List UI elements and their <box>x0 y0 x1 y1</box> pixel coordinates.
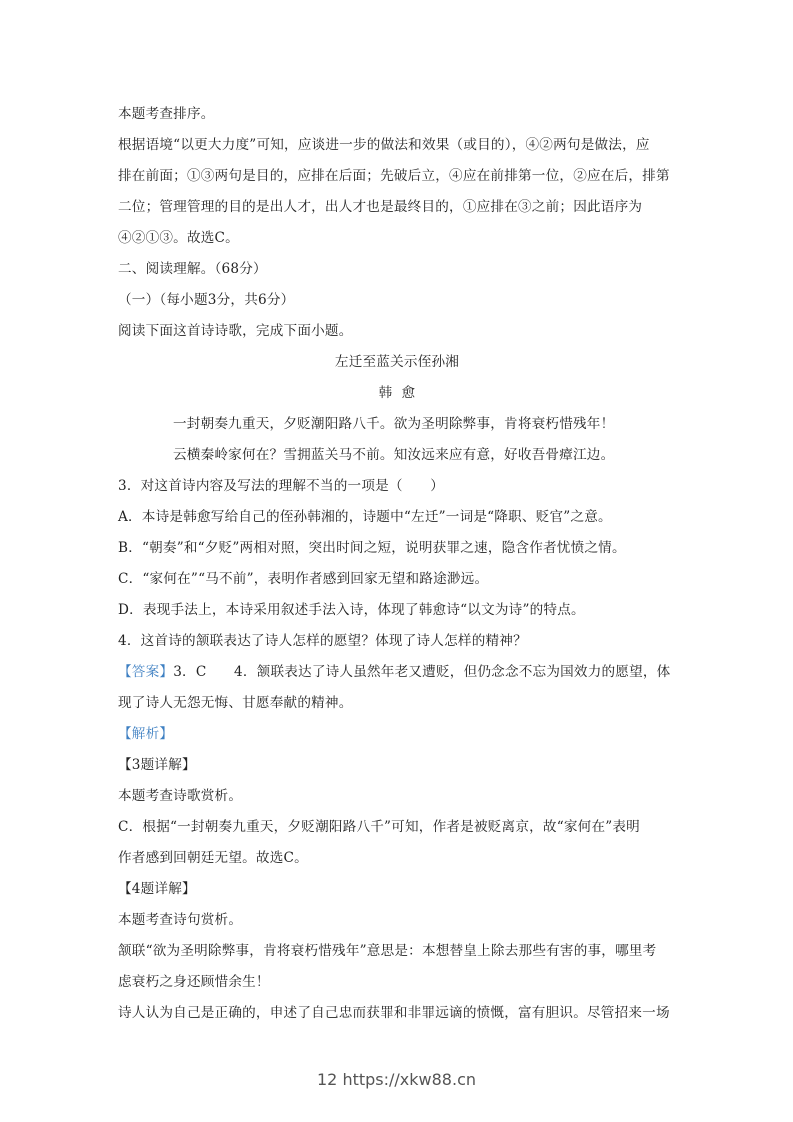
question-3-stem: 3．对这首诗内容及写法的理解不当的一项是（ ） <box>118 478 445 494</box>
question-4-stem: 4．这首诗的颔联表达了诗人怎样的愿望？体现了诗人怎样的精神？ <box>118 633 527 649</box>
q4-detail-heading: 【4题详解】 <box>118 881 196 897</box>
answer-line <box>118 661 676 692</box>
page-footer: 12 https://xkw88.cn <box>317 1070 476 1089</box>
prev-analysis-line: 本题考查排序。 <box>118 106 215 122</box>
instruction: 阅读下面这首诗诗歌，完成下面小题。 <box>118 323 353 339</box>
poem-line: 云横秦岭家何在？雪拥蓝关马不前。知汝远来应有意，好收吾骨瘴江边。 <box>173 447 615 463</box>
prev-analysis-line: ④②①③。故选C。 <box>118 230 239 246</box>
question-3-option-a: A．本诗是韩愈写给自己的侄孙韩湘的，诗题中“左迁”一词是“降职、贬官”之意。 <box>118 509 612 525</box>
q4-detail-line: 诗人认为自己是正确的，申述了自己忠而获罪和非罪远谪的愤慨，富有胆识。尽管招来一场 <box>118 1005 670 1021</box>
document-page <box>118 103 676 1033</box>
prev-analysis-line: 排在前面；①③两句是目的，应排在后面；先破后立，④应在前排第一位，②应在后，排第 <box>118 168 670 184</box>
q4-detail-line: 本题考查诗句赏析。 <box>118 912 243 928</box>
q3-detail-line: 作者感到回朝廷无望。故选C。 <box>118 850 308 866</box>
answer-label: 【答案】 <box>118 664 174 680</box>
question-3-option-c: C．“家何在”“马不前”，表明作者感到回家无望和路途渺远。 <box>118 571 489 587</box>
q3-detail-line: 本题考查诗歌赏析。 <box>118 788 243 804</box>
analysis-label: 【解析】 <box>118 726 174 742</box>
q3-detail-line: C．根据“一封朝奏九重天，夕贬潮阳路八千”可知，作者是被贬离京，故“家何在”表明 <box>118 819 640 835</box>
subsection-heading: （一）（每小题3分，共6分） <box>118 292 295 308</box>
q4-detail-line: 颔联“欲为圣明除弊事，肯将衰朽惜残年”意思是：本想替皇上除去那些有害的事，哪里考 <box>118 943 657 959</box>
q3-detail-heading: 【3题详解】 <box>118 757 196 773</box>
poem-author: 韩 愈 <box>378 385 416 401</box>
question-3-option-b: B．“朝奏”和“夕贬”两相对照，突出时间之短，说明获罪之速，隐含作者忧愤之情。 <box>118 540 626 556</box>
poem-line: 一封朝奏九重天，夕贬潮阳路八千。欲为圣明除弊事，肯将衰朽惜残年！ <box>173 416 615 432</box>
answer-line-2: 现了诗人无怨无悔、甘愿奉献的精神。 <box>118 695 353 711</box>
prev-analysis-line: 二位；管理管理的目的是出人才，出人才也是最终目的，①应排在③之前；因此语序为 <box>118 199 643 215</box>
poem-title: 左迁至蓝关示侄孙湘 <box>334 354 460 370</box>
q4-detail-line: 虑衰朽之身还顾惜余生！ <box>118 974 270 990</box>
prev-analysis-line: 根据语境“以更大力度”可知，应谈进一步的做法和效果（或目的），④②两句是做法，应 <box>118 137 650 153</box>
answer-text: 3．C 4．颔联表达了诗人虽然年老又遭贬，但仍念念不忘为国效力的愿望，体 <box>173 664 671 680</box>
question-3-option-d: D．表现手法上，本诗采用叙述手法入诗，体现了韩愈诗“以文为诗”的特点。 <box>118 602 585 618</box>
section-heading: 二、阅读理解。（68分） <box>118 261 267 277</box>
